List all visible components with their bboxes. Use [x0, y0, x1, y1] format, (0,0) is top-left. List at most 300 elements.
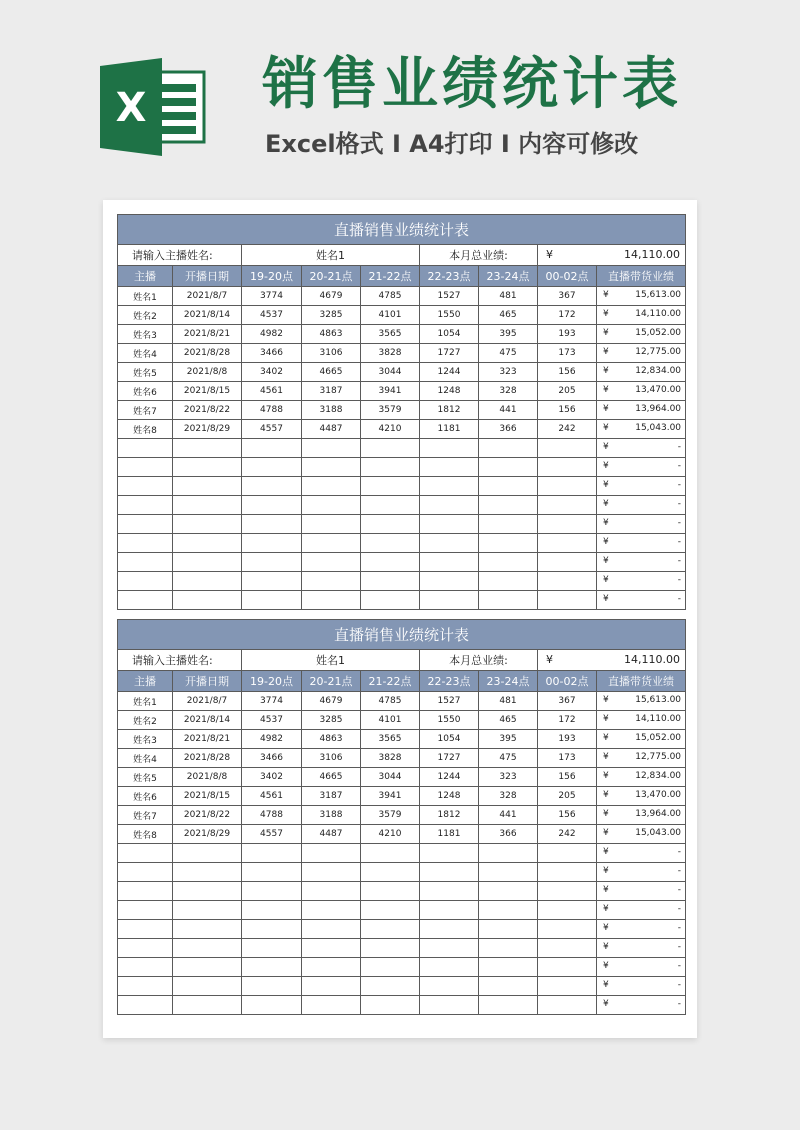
anchor-name-cell[interactable] — [118, 901, 173, 920]
date-cell[interactable]: 2021/8/28 — [173, 749, 242, 768]
h00-02-cell[interactable]: 193 — [538, 325, 597, 344]
anchor-name-cell[interactable]: 姓名6 — [118, 382, 173, 401]
date-cell[interactable] — [173, 977, 242, 996]
anchor-name-cell[interactable]: 姓名7 — [118, 401, 173, 420]
sales-amount-cell[interactable] — [597, 344, 686, 363]
anchor-name-cell[interactable] — [118, 882, 173, 901]
h19-20-cell[interactable]: 4537 — [242, 306, 302, 325]
h22-23-cell[interactable] — [420, 553, 479, 572]
h20-21-cell[interactable] — [302, 901, 361, 920]
date-cell[interactable] — [173, 958, 242, 977]
anchor-name-cell[interactable] — [118, 920, 173, 939]
h23-24-cell[interactable] — [479, 591, 538, 610]
h21-22-cell[interactable] — [361, 496, 420, 515]
h00-02-cell[interactable]: 172 — [538, 306, 597, 325]
h21-22-cell[interactable]: 4101 — [361, 711, 420, 730]
h20-21-cell[interactable]: 3285 — [302, 711, 361, 730]
h19-20-cell[interactable] — [242, 844, 302, 863]
h22-23-cell[interactable] — [420, 591, 479, 610]
h22-23-cell[interactable]: 1244 — [420, 768, 479, 787]
h23-24-cell[interactable] — [479, 882, 538, 901]
date-cell[interactable] — [173, 996, 242, 1015]
h22-23-cell[interactable]: 1248 — [420, 787, 479, 806]
sales-amount-cell[interactable] — [597, 863, 686, 882]
sales-amount-cell[interactable] — [597, 844, 686, 863]
anchor-name-cell[interactable] — [118, 996, 173, 1015]
h20-21-cell[interactable] — [302, 882, 361, 901]
anchor-name-cell[interactable]: 姓名1 — [118, 287, 173, 306]
anchor-name-cell[interactable] — [118, 591, 173, 610]
h21-22-cell[interactable] — [361, 882, 420, 901]
anchor-name-cell[interactable]: 姓名3 — [118, 325, 173, 344]
anchor-name-cell[interactable]: 姓名5 — [118, 363, 173, 382]
h19-20-cell[interactable] — [242, 958, 302, 977]
anchor-name-cell[interactable] — [118, 515, 173, 534]
h19-20-cell[interactable]: 3402 — [242, 363, 302, 382]
sales-amount-cell[interactable] — [597, 287, 686, 306]
h22-23-cell[interactable]: 1727 — [420, 749, 479, 768]
h22-23-cell[interactable] — [420, 844, 479, 863]
h20-21-cell[interactable]: 3188 — [302, 401, 361, 420]
date-cell[interactable] — [173, 939, 242, 958]
sales-amount-cell[interactable] — [597, 996, 686, 1015]
h23-24-cell[interactable]: 323 — [479, 768, 538, 787]
h23-24-cell[interactable] — [479, 844, 538, 863]
h22-23-cell[interactable] — [420, 458, 479, 477]
h23-24-cell[interactable] — [479, 477, 538, 496]
anchor-name-cell[interactable]: 姓名4 — [118, 344, 173, 363]
h20-21-cell[interactable]: 4863 — [302, 730, 361, 749]
h22-23-cell[interactable]: 1527 — [420, 692, 479, 711]
h23-24-cell[interactable] — [479, 439, 538, 458]
date-cell[interactable]: 2021/8/21 — [173, 325, 242, 344]
sales-amount-cell[interactable] — [597, 768, 686, 787]
h00-02-cell[interactable] — [538, 901, 597, 920]
anchor-name-cell[interactable] — [118, 458, 173, 477]
h21-22-cell[interactable] — [361, 939, 420, 958]
h00-02-cell[interactable] — [538, 534, 597, 553]
date-cell[interactable] — [173, 572, 242, 591]
h19-20-cell[interactable] — [242, 977, 302, 996]
h19-20-cell[interactable] — [242, 515, 302, 534]
h22-23-cell[interactable] — [420, 496, 479, 515]
date-cell[interactable] — [173, 863, 242, 882]
anchor-name-cell[interactable] — [118, 477, 173, 496]
h22-23-cell[interactable]: 1054 — [420, 325, 479, 344]
h00-02-cell[interactable]: 242 — [538, 825, 597, 844]
anchor-name-cell[interactable] — [118, 534, 173, 553]
h20-21-cell[interactable] — [302, 958, 361, 977]
h00-02-cell[interactable] — [538, 439, 597, 458]
h23-24-cell[interactable] — [479, 901, 538, 920]
anchor-name-cell[interactable]: 姓名2 — [118, 306, 173, 325]
h19-20-cell[interactable]: 4537 — [242, 711, 302, 730]
h20-21-cell[interactable] — [302, 439, 361, 458]
h00-02-cell[interactable] — [538, 977, 597, 996]
h22-23-cell[interactable] — [420, 958, 479, 977]
date-cell[interactable] — [173, 534, 242, 553]
h23-24-cell[interactable] — [479, 977, 538, 996]
h21-22-cell[interactable]: 3565 — [361, 325, 420, 344]
sales-amount-cell[interactable] — [597, 591, 686, 610]
h21-22-cell[interactable] — [361, 863, 420, 882]
date-cell[interactable]: 2021/8/29 — [173, 420, 242, 439]
h20-21-cell[interactable] — [302, 977, 361, 996]
h19-20-cell[interactable] — [242, 996, 302, 1015]
h21-22-cell[interactable] — [361, 591, 420, 610]
h00-02-cell[interactable]: 172 — [538, 711, 597, 730]
h22-23-cell[interactable]: 1181 — [420, 825, 479, 844]
h19-20-cell[interactable]: 3466 — [242, 749, 302, 768]
h00-02-cell[interactable]: 156 — [538, 806, 597, 825]
sales-amount-cell[interactable] — [597, 711, 686, 730]
anchor-name-cell[interactable] — [118, 939, 173, 958]
h22-23-cell[interactable] — [420, 977, 479, 996]
date-cell[interactable] — [173, 844, 242, 863]
sales-amount-cell[interactable] — [597, 382, 686, 401]
sales-amount-cell[interactable] — [597, 477, 686, 496]
h19-20-cell[interactable] — [242, 939, 302, 958]
date-cell[interactable]: 2021/8/21 — [173, 730, 242, 749]
h00-02-cell[interactable] — [538, 920, 597, 939]
h22-23-cell[interactable] — [420, 939, 479, 958]
h00-02-cell[interactable] — [538, 882, 597, 901]
h19-20-cell[interactable]: 4982 — [242, 325, 302, 344]
h21-22-cell[interactable]: 3941 — [361, 787, 420, 806]
h20-21-cell[interactable] — [302, 844, 361, 863]
sales-amount-cell[interactable] — [597, 553, 686, 572]
date-cell[interactable]: 2021/8/8 — [173, 363, 242, 382]
h00-02-cell[interactable] — [538, 844, 597, 863]
h21-22-cell[interactable] — [361, 439, 420, 458]
anchor-name-cell[interactable]: 姓名3 — [118, 730, 173, 749]
date-cell[interactable] — [173, 458, 242, 477]
h22-23-cell[interactable] — [420, 901, 479, 920]
h19-20-cell[interactable] — [242, 534, 302, 553]
anchor-name-cell[interactable] — [118, 844, 173, 863]
h22-23-cell[interactable]: 1527 — [420, 287, 479, 306]
anchor-name-cell[interactable] — [118, 572, 173, 591]
sales-amount-cell[interactable] — [597, 325, 686, 344]
anchor-name-cell[interactable]: 姓名5 — [118, 768, 173, 787]
h20-21-cell[interactable]: 4863 — [302, 325, 361, 344]
sales-amount-cell[interactable] — [597, 401, 686, 420]
h21-22-cell[interactable] — [361, 477, 420, 496]
h23-24-cell[interactable] — [479, 534, 538, 553]
sales-amount-cell[interactable] — [597, 420, 686, 439]
h23-24-cell[interactable]: 366 — [479, 825, 538, 844]
anchor-name-input[interactable]: 姓名1 — [242, 245, 420, 266]
h00-02-cell[interactable]: 156 — [538, 401, 597, 420]
h19-20-cell[interactable] — [242, 458, 302, 477]
sales-amount-cell[interactable] — [597, 920, 686, 939]
h00-02-cell[interactable]: 173 — [538, 344, 597, 363]
h23-24-cell[interactable]: 441 — [479, 401, 538, 420]
anchor-name-cell[interactable]: 姓名7 — [118, 806, 173, 825]
date-cell[interactable]: 2021/8/8 — [173, 768, 242, 787]
date-cell[interactable]: 2021/8/14 — [173, 711, 242, 730]
h19-20-cell[interactable] — [242, 572, 302, 591]
h22-23-cell[interactable]: 1054 — [420, 730, 479, 749]
h21-22-cell[interactable] — [361, 458, 420, 477]
h00-02-cell[interactable]: 205 — [538, 382, 597, 401]
h19-20-cell[interactable] — [242, 920, 302, 939]
h19-20-cell[interactable]: 4788 — [242, 401, 302, 420]
h20-21-cell[interactable] — [302, 863, 361, 882]
h21-22-cell[interactable]: 3044 — [361, 768, 420, 787]
h21-22-cell[interactable] — [361, 901, 420, 920]
h23-24-cell[interactable] — [479, 496, 538, 515]
h20-21-cell[interactable] — [302, 515, 361, 534]
h00-02-cell[interactable]: 156 — [538, 768, 597, 787]
h00-02-cell[interactable] — [538, 591, 597, 610]
h22-23-cell[interactable]: 1181 — [420, 420, 479, 439]
anchor-name-cell[interactable] — [118, 863, 173, 882]
h00-02-cell[interactable] — [538, 553, 597, 572]
h22-23-cell[interactable] — [420, 572, 479, 591]
h20-21-cell[interactable]: 3106 — [302, 749, 361, 768]
h20-21-cell[interactable]: 3285 — [302, 306, 361, 325]
h23-24-cell[interactable]: 395 — [479, 730, 538, 749]
h21-22-cell[interactable] — [361, 572, 420, 591]
h21-22-cell[interactable] — [361, 958, 420, 977]
h20-21-cell[interactable]: 3188 — [302, 806, 361, 825]
sales-amount-cell[interactable] — [597, 901, 686, 920]
h23-24-cell[interactable] — [479, 996, 538, 1015]
h00-02-cell[interactable] — [538, 939, 597, 958]
h20-21-cell[interactable]: 4665 — [302, 363, 361, 382]
anchor-name-cell[interactable] — [118, 977, 173, 996]
h19-20-cell[interactable] — [242, 477, 302, 496]
anchor-name-cell[interactable]: 姓名8 — [118, 825, 173, 844]
sales-amount-cell[interactable] — [597, 572, 686, 591]
h21-22-cell[interactable] — [361, 844, 420, 863]
h19-20-cell[interactable]: 4557 — [242, 825, 302, 844]
h23-24-cell[interactable] — [479, 553, 538, 572]
h22-23-cell[interactable] — [420, 534, 479, 553]
date-cell[interactable]: 2021/8/22 — [173, 806, 242, 825]
date-cell[interactable] — [173, 496, 242, 515]
date-cell[interactable] — [173, 882, 242, 901]
anchor-name-cell[interactable]: 姓名8 — [118, 420, 173, 439]
h19-20-cell[interactable]: 3774 — [242, 692, 302, 711]
h23-24-cell[interactable] — [479, 572, 538, 591]
date-cell[interactable]: 2021/8/15 — [173, 787, 242, 806]
h22-23-cell[interactable]: 1727 — [420, 344, 479, 363]
sales-amount-cell[interactable] — [597, 977, 686, 996]
h20-21-cell[interactable]: 4487 — [302, 420, 361, 439]
h20-21-cell[interactable] — [302, 553, 361, 572]
h19-20-cell[interactable] — [242, 591, 302, 610]
h21-22-cell[interactable]: 3579 — [361, 806, 420, 825]
h21-22-cell[interactable] — [361, 920, 420, 939]
h22-23-cell[interactable] — [420, 920, 479, 939]
h21-22-cell[interactable]: 4210 — [361, 420, 420, 439]
sales-amount-cell[interactable] — [597, 958, 686, 977]
h19-20-cell[interactable] — [242, 882, 302, 901]
h21-22-cell[interactable]: 3828 — [361, 749, 420, 768]
date-cell[interactable]: 2021/8/7 — [173, 692, 242, 711]
h00-02-cell[interactable] — [538, 958, 597, 977]
h23-24-cell[interactable]: 441 — [479, 806, 538, 825]
date-cell[interactable] — [173, 553, 242, 572]
date-cell[interactable]: 2021/8/22 — [173, 401, 242, 420]
h20-21-cell[interactable] — [302, 572, 361, 591]
h23-24-cell[interactable] — [479, 863, 538, 882]
h00-02-cell[interactable]: 242 — [538, 420, 597, 439]
h21-22-cell[interactable]: 3828 — [361, 344, 420, 363]
h00-02-cell[interactable] — [538, 515, 597, 534]
anchor-name-cell[interactable]: 姓名2 — [118, 711, 173, 730]
h00-02-cell[interactable]: 156 — [538, 363, 597, 382]
h23-24-cell[interactable]: 328 — [479, 382, 538, 401]
date-cell[interactable]: 2021/8/15 — [173, 382, 242, 401]
sales-amount-cell[interactable] — [597, 939, 686, 958]
date-cell[interactable]: 2021/8/14 — [173, 306, 242, 325]
h00-02-cell[interactable]: 367 — [538, 287, 597, 306]
h21-22-cell[interactable] — [361, 996, 420, 1015]
h20-21-cell[interactable] — [302, 920, 361, 939]
h20-21-cell[interactable] — [302, 496, 361, 515]
h19-20-cell[interactable]: 3774 — [242, 287, 302, 306]
h19-20-cell[interactable] — [242, 863, 302, 882]
h23-24-cell[interactable] — [479, 515, 538, 534]
h20-21-cell[interactable]: 4665 — [302, 768, 361, 787]
h20-21-cell[interactable] — [302, 458, 361, 477]
h19-20-cell[interactable] — [242, 439, 302, 458]
h23-24-cell[interactable] — [479, 458, 538, 477]
h21-22-cell[interactable] — [361, 977, 420, 996]
h19-20-cell[interactable]: 3402 — [242, 768, 302, 787]
h00-02-cell[interactable] — [538, 863, 597, 882]
anchor-name-cell[interactable] — [118, 439, 173, 458]
h22-23-cell[interactable] — [420, 863, 479, 882]
anchor-name-cell[interactable] — [118, 553, 173, 572]
h00-02-cell[interactable] — [538, 458, 597, 477]
sales-amount-cell[interactable] — [597, 306, 686, 325]
date-cell[interactable] — [173, 901, 242, 920]
h21-22-cell[interactable]: 4101 — [361, 306, 420, 325]
h21-22-cell[interactable] — [361, 515, 420, 534]
h22-23-cell[interactable]: 1812 — [420, 401, 479, 420]
date-cell[interactable]: 2021/8/28 — [173, 344, 242, 363]
h00-02-cell[interactable] — [538, 572, 597, 591]
h23-24-cell[interactable]: 465 — [479, 306, 538, 325]
date-cell[interactable] — [173, 591, 242, 610]
h23-24-cell[interactable]: 475 — [479, 749, 538, 768]
sales-amount-cell[interactable] — [597, 363, 686, 382]
h00-02-cell[interactable] — [538, 477, 597, 496]
h19-20-cell[interactable]: 4561 — [242, 787, 302, 806]
h21-22-cell[interactable] — [361, 534, 420, 553]
sales-amount-cell[interactable] — [597, 496, 686, 515]
h23-24-cell[interactable]: 328 — [479, 787, 538, 806]
h23-24-cell[interactable]: 465 — [479, 711, 538, 730]
anchor-name-cell[interactable]: 姓名4 — [118, 749, 173, 768]
h20-21-cell[interactable] — [302, 996, 361, 1015]
date-cell[interactable]: 2021/8/7 — [173, 287, 242, 306]
h23-24-cell[interactable]: 481 — [479, 287, 538, 306]
sales-amount-cell[interactable] — [597, 806, 686, 825]
sales-amount-cell[interactable] — [597, 692, 686, 711]
h19-20-cell[interactable]: 4561 — [242, 382, 302, 401]
h23-24-cell[interactable]: 366 — [479, 420, 538, 439]
h21-22-cell[interactable]: 4785 — [361, 287, 420, 306]
h20-21-cell[interactable]: 4679 — [302, 692, 361, 711]
h20-21-cell[interactable]: 4679 — [302, 287, 361, 306]
sales-amount-cell[interactable] — [597, 439, 686, 458]
h21-22-cell[interactable]: 3565 — [361, 730, 420, 749]
h21-22-cell[interactable]: 3579 — [361, 401, 420, 420]
h22-23-cell[interactable]: 1248 — [420, 382, 479, 401]
h00-02-cell[interactable]: 367 — [538, 692, 597, 711]
h00-02-cell[interactable]: 205 — [538, 787, 597, 806]
anchor-name-cell[interactable] — [118, 496, 173, 515]
h00-02-cell[interactable]: 173 — [538, 749, 597, 768]
anchor-name-cell[interactable]: 姓名6 — [118, 787, 173, 806]
h19-20-cell[interactable] — [242, 553, 302, 572]
h20-21-cell[interactable] — [302, 534, 361, 553]
h00-02-cell[interactable]: 193 — [538, 730, 597, 749]
h19-20-cell[interactable] — [242, 496, 302, 515]
h20-21-cell[interactable]: 3187 — [302, 787, 361, 806]
h21-22-cell[interactable]: 4785 — [361, 692, 420, 711]
h23-24-cell[interactable] — [479, 920, 538, 939]
h00-02-cell[interactable] — [538, 996, 597, 1015]
h21-22-cell[interactable]: 4210 — [361, 825, 420, 844]
sales-amount-cell[interactable] — [597, 730, 686, 749]
h23-24-cell[interactable] — [479, 939, 538, 958]
h19-20-cell[interactable]: 4982 — [242, 730, 302, 749]
h19-20-cell[interactable]: 3466 — [242, 344, 302, 363]
h00-02-cell[interactable] — [538, 496, 597, 515]
h22-23-cell[interactable]: 1244 — [420, 363, 479, 382]
sales-amount-cell[interactable] — [597, 825, 686, 844]
h19-20-cell[interactable]: 4788 — [242, 806, 302, 825]
h21-22-cell[interactable]: 3941 — [361, 382, 420, 401]
sales-amount-cell[interactable] — [597, 749, 686, 768]
h22-23-cell[interactable] — [420, 477, 479, 496]
h20-21-cell[interactable] — [302, 939, 361, 958]
h23-24-cell[interactable]: 475 — [479, 344, 538, 363]
anchor-name-cell[interactable] — [118, 958, 173, 977]
h20-21-cell[interactable]: 3187 — [302, 382, 361, 401]
sales-amount-cell[interactable] — [597, 787, 686, 806]
date-cell[interactable]: 2021/8/29 — [173, 825, 242, 844]
date-cell[interactable] — [173, 515, 242, 534]
h22-23-cell[interactable] — [420, 439, 479, 458]
h21-22-cell[interactable]: 3044 — [361, 363, 420, 382]
h20-21-cell[interactable] — [302, 477, 361, 496]
anchor-name-input[interactable]: 姓名1 — [242, 650, 420, 671]
h22-23-cell[interactable] — [420, 515, 479, 534]
h20-21-cell[interactable]: 3106 — [302, 344, 361, 363]
h23-24-cell[interactable]: 323 — [479, 363, 538, 382]
h21-22-cell[interactable] — [361, 553, 420, 572]
h23-24-cell[interactable]: 481 — [479, 692, 538, 711]
h20-21-cell[interactable]: 4487 — [302, 825, 361, 844]
date-cell[interactable] — [173, 477, 242, 496]
h19-20-cell[interactable]: 4557 — [242, 420, 302, 439]
h23-24-cell[interactable]: 395 — [479, 325, 538, 344]
date-cell[interactable] — [173, 920, 242, 939]
h22-23-cell[interactable] — [420, 996, 479, 1015]
h22-23-cell[interactable]: 1812 — [420, 806, 479, 825]
h22-23-cell[interactable] — [420, 882, 479, 901]
anchor-name-cell[interactable]: 姓名1 — [118, 692, 173, 711]
h20-21-cell[interactable] — [302, 591, 361, 610]
h19-20-cell[interactable] — [242, 901, 302, 920]
